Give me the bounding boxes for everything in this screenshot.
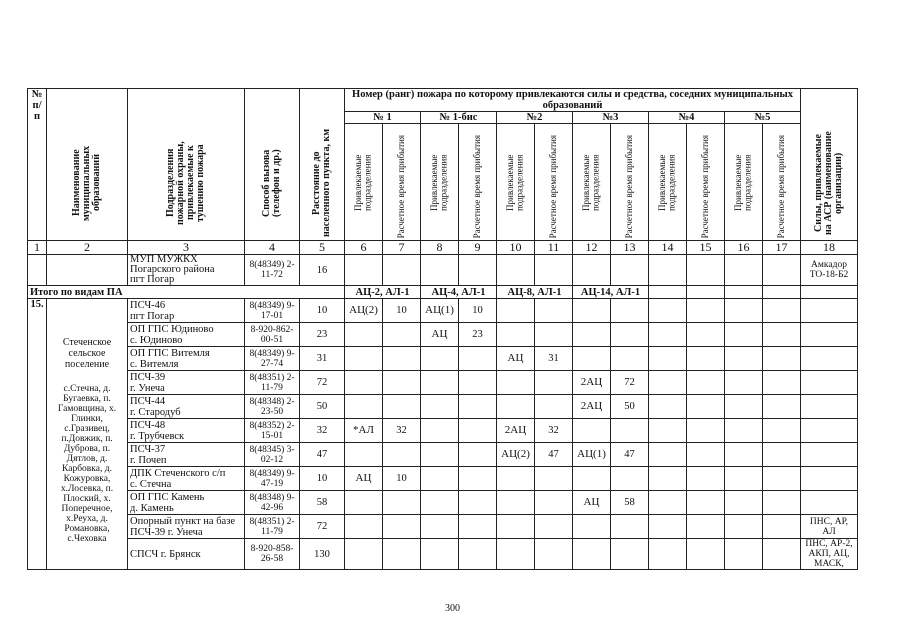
rank-time-cell: 32: [383, 419, 421, 443]
unit-asr: [801, 299, 858, 323]
rank-unit-cell: [497, 323, 535, 347]
total-rank-1bis: АЦ-4, АЛ-1: [421, 286, 497, 299]
rank-time-cell: [383, 371, 421, 395]
unit-asr: [801, 491, 858, 515]
rank-unit-cell: [573, 539, 611, 570]
rank-unit-cell: [345, 395, 383, 419]
rank-unit-cell: [573, 515, 611, 539]
empty-cell: [725, 491, 763, 515]
unit-title: ДПК Стеченского с/п: [130, 467, 226, 479]
header-num: № п/п: [28, 89, 47, 241]
subheader-units: Привлекаемые подразделения: [725, 124, 763, 241]
rank-unit-cell: [497, 539, 535, 570]
column-number: 4: [245, 241, 300, 255]
total-label: Итого по видам ПА: [28, 286, 345, 299]
empty-cell: [649, 419, 687, 443]
unit-asr: [801, 443, 858, 467]
header-asr: Силы, привлекаемые на АСР (наименование организации): [801, 89, 858, 241]
unit-name: [128, 371, 245, 395]
unit-name: [128, 539, 245, 570]
rank-unit-cell: [345, 491, 383, 515]
unit-phone: 8(48351) 2-11-79: [245, 371, 300, 395]
empty-cell: [725, 443, 763, 467]
empty-cell: [725, 347, 763, 371]
rank-unit-cell: [497, 395, 535, 419]
column-number: 6: [345, 241, 383, 255]
rank-time-cell: [611, 419, 649, 443]
rank-unit-cell: [421, 419, 459, 443]
rank-time-cell: [535, 491, 573, 515]
rank-time-cell: [383, 515, 421, 539]
unit-location: г. Стародуб: [130, 406, 181, 418]
subheader-time: Расчетное время прибытия: [763, 124, 801, 241]
empty-cell: [649, 515, 687, 539]
unit-location: с. Юдиново: [130, 334, 183, 346]
unit-asr: [801, 371, 858, 395]
unit-asr: [801, 323, 858, 347]
column-number: 17: [763, 241, 801, 255]
rank-unit-cell: [421, 371, 459, 395]
unit-name: [128, 443, 245, 467]
header-rank-2: №2: [497, 112, 573, 124]
column-number: 12: [573, 241, 611, 255]
total-rank-1: АЦ-2, АЛ-1: [345, 286, 421, 299]
rank-time-cell: 50: [611, 395, 649, 419]
unit-location: ПСЧ-39 г. Унеча: [130, 526, 203, 538]
rank-unit-cell: АЦ: [421, 323, 459, 347]
empty-cell: [649, 467, 687, 491]
rank-unit-cell: [421, 347, 459, 371]
empty-cell: [687, 467, 725, 491]
unit-phone: 8(48351) 2-11-79: [245, 515, 300, 539]
unit-distance: 72: [300, 515, 345, 539]
rank-time-cell: [459, 395, 497, 419]
subheader-time: Расчетное время прибытия: [535, 124, 573, 241]
empty-cell: [649, 323, 687, 347]
subheader-units: Привлекаемые подразделения: [421, 124, 459, 241]
column-number: 13: [611, 241, 649, 255]
rank-time-cell: 47: [535, 443, 573, 467]
top-asr: Амкадор ТО-18-Б2: [801, 255, 858, 286]
empty-cell: [725, 419, 763, 443]
rank-time-cell: [459, 539, 497, 570]
fire-forces-table: [27, 88, 858, 570]
rank-time-cell: 10: [383, 467, 421, 491]
subheader-time: Расчетное время прибытия: [687, 124, 725, 241]
rank-time-cell: [459, 515, 497, 539]
empty-cell: [687, 347, 725, 371]
column-number: 9: [459, 241, 497, 255]
header-rank-3: №3: [573, 112, 649, 124]
rank-time-cell: [611, 347, 649, 371]
column-number: 2: [47, 241, 128, 255]
rank-unit-cell: АЦ(1): [573, 443, 611, 467]
unit-phone: 8(48352) 2-15-01: [245, 419, 300, 443]
empty-cell: [649, 299, 687, 323]
unit-phone: 8(48345) 3-02-12: [245, 443, 300, 467]
rank-unit-cell: [345, 371, 383, 395]
rank-unit-cell: [421, 395, 459, 419]
empty-cell: [725, 299, 763, 323]
empty-cell: [763, 299, 801, 323]
section-number: 15.: [28, 299, 47, 570]
rank-unit-cell: [573, 419, 611, 443]
rank-time-cell: [611, 539, 649, 570]
rank-unit-cell: [345, 443, 383, 467]
rank-unit-cell: [421, 515, 459, 539]
header-rank-1bis: № 1-бис: [421, 112, 497, 124]
rank-time-cell: 10: [459, 299, 497, 323]
empty-cell: [687, 419, 725, 443]
column-number: 3: [128, 241, 245, 255]
empty-cell: [763, 347, 801, 371]
empty-cell: [649, 491, 687, 515]
empty-cell: [725, 539, 763, 570]
unit-title: ОП ГПС Камень: [130, 491, 205, 503]
empty-cell: [649, 347, 687, 371]
rank-time-cell: [611, 515, 649, 539]
rank-unit-cell: АЦ(2): [497, 443, 535, 467]
total-row: [28, 286, 858, 299]
column-number: 5: [300, 241, 345, 255]
empty-cell: [763, 371, 801, 395]
rank-time-cell: [535, 299, 573, 323]
table-row: [28, 443, 858, 467]
empty-cell: [649, 371, 687, 395]
header-distance: Расстояние до населенного пункта, км: [300, 89, 345, 241]
empty-cell: [649, 539, 687, 570]
empty-cell: [687, 299, 725, 323]
table-row: [28, 419, 858, 443]
header-call-method: Способ вызова (телефон и др.): [245, 89, 300, 241]
table-row: [28, 539, 858, 570]
empty-cell: [649, 395, 687, 419]
empty-cell: [687, 323, 725, 347]
rank-unit-cell: [573, 299, 611, 323]
rank-time-cell: [459, 443, 497, 467]
unit-asr: ПНС, АР, АЛ: [801, 515, 858, 539]
empty-cell: [725, 515, 763, 539]
unit-title: ОП ГПС Юдиново: [130, 323, 214, 335]
rank-time-cell: [383, 491, 421, 515]
subheader-units: Привлекаемые подразделения: [649, 124, 687, 241]
rank-unit-cell: [497, 371, 535, 395]
unit-location: г. Трубчевск: [130, 430, 185, 442]
subheader-units: Привлекаемые подразделения: [573, 124, 611, 241]
empty-cell: [763, 467, 801, 491]
table-row: [28, 515, 858, 539]
unit-asr: [801, 395, 858, 419]
rank-unit-cell: [497, 515, 535, 539]
unit-asr: [801, 347, 858, 371]
rank-time-cell: [459, 491, 497, 515]
rank-time-cell: [611, 323, 649, 347]
rank-time-cell: 47: [611, 443, 649, 467]
empty-cell: [687, 491, 725, 515]
unit-distance: 47: [300, 443, 345, 467]
empty-cell: [687, 395, 725, 419]
settlement-villages: с.Стечна, д. Бугаевка, п. Гамовщина, х. Глинки, с.Гразивец, п.Довжик, п. Дуброва, п. Дятлов, д. Карбовка, д. Кожуровка, х.Лосевка, п. Плоский, х. Поперечное, х.Реуха, д. Романовка, с.Чеховка: [57, 384, 117, 544]
rank-unit-cell: [497, 467, 535, 491]
unit-title: ПСЧ-48: [130, 419, 166, 431]
column-number: 11: [535, 241, 573, 255]
unit-distance: 130: [300, 539, 345, 570]
rank-unit-cell: [497, 299, 535, 323]
unit-phone: 8-920-862-00-51: [245, 323, 300, 347]
rank-time-cell: [383, 323, 421, 347]
unit-location: с. Стечна: [130, 478, 172, 490]
unit-phone: 8(48349) 9-17-01: [245, 299, 300, 323]
rank-time-cell: [535, 323, 573, 347]
unit-title: ОП ГПС Витемля: [130, 347, 210, 359]
empty-cell: [763, 443, 801, 467]
unit-name: [128, 467, 245, 491]
unit-location: с. Витемля: [130, 358, 179, 370]
empty-cell: [725, 395, 763, 419]
empty-cell: [763, 539, 801, 570]
table-row: [28, 395, 858, 419]
rank-unit-cell: [421, 467, 459, 491]
rank-unit-cell: *АЛ: [345, 419, 383, 443]
rank-unit-cell: 2АЦ: [573, 395, 611, 419]
unit-location: г. Унеча: [130, 382, 165, 394]
unit-location: г. Почеп: [130, 454, 167, 466]
rank-time-cell: [383, 443, 421, 467]
empty-cell: [763, 323, 801, 347]
rank-unit-cell: [573, 347, 611, 371]
rank-time-cell: [535, 467, 573, 491]
unit-phone: 8-920-858-26-58: [245, 539, 300, 570]
unit-name: [128, 299, 245, 323]
empty-cell: [763, 491, 801, 515]
unit-name: [128, 419, 245, 443]
unit-title: Опорный пункт на базе: [130, 515, 235, 527]
rank-unit-cell: [573, 323, 611, 347]
empty-cell: [725, 467, 763, 491]
empty-cell: [763, 515, 801, 539]
header-rank-5: №5: [725, 112, 801, 124]
unit-phone: 8(48348) 9-42-96: [245, 491, 300, 515]
rank-unit-cell: АЦ: [345, 467, 383, 491]
unit-asr: ПНС, АР-2, АКП, АЦ, МАСК,: [801, 539, 858, 570]
header-rank-1: № 1: [345, 112, 421, 124]
top-unit: МУП МУЖКХ Погарского района пгт Погар: [128, 255, 245, 286]
column-number: 18: [801, 241, 858, 255]
rank-unit-cell: АЦ: [497, 347, 535, 371]
unit-distance: 72: [300, 371, 345, 395]
empty-cell: [649, 443, 687, 467]
rank-time-cell: [459, 467, 497, 491]
empty-cell: [687, 539, 725, 570]
rank-unit-cell: 2АЦ: [573, 371, 611, 395]
unit-name: [128, 347, 245, 371]
header-rank-4: №4: [649, 112, 725, 124]
rank-unit-cell: АЦ: [573, 491, 611, 515]
unit-title: ПСЧ-44: [130, 395, 166, 407]
column-number: 16: [725, 241, 763, 255]
column-number: 14: [649, 241, 687, 255]
rank-time-cell: [535, 539, 573, 570]
subheader-time: Расчетное время прибытия: [459, 124, 497, 241]
rank-time-cell: [459, 371, 497, 395]
table-row: [28, 491, 858, 515]
table-row: [28, 371, 858, 395]
unit-location: пгт Погар: [130, 310, 175, 322]
unit-distance: 10: [300, 299, 345, 323]
unit-distance: 50: [300, 395, 345, 419]
total-rank-2: АЦ-8, АЛ-1: [497, 286, 573, 299]
rank-time-cell: 10: [383, 299, 421, 323]
table-row: [28, 299, 858, 323]
rank-time-cell: [459, 419, 497, 443]
header-ranks-title: Номер (ранг) пожара по которому привлекаются силы и средства, соседних муниципальных образований: [345, 89, 801, 112]
unit-title: ПСЧ-46: [130, 299, 166, 311]
rank-time-cell: [383, 395, 421, 419]
empty-cell: [687, 515, 725, 539]
column-number: 15: [687, 241, 725, 255]
empty-cell: [687, 371, 725, 395]
unit-distance: 31: [300, 347, 345, 371]
empty-cell: [725, 371, 763, 395]
unit-location: д. Камень: [130, 502, 174, 514]
column-number: 1: [28, 241, 47, 255]
rank-unit-cell: [345, 515, 383, 539]
top-distance: 16: [300, 255, 345, 286]
unit-name: [128, 323, 245, 347]
rank-time-cell: 31: [535, 347, 573, 371]
rank-unit-cell: [345, 539, 383, 570]
empty-cell: [725, 323, 763, 347]
rank-unit-cell: 2АЦ: [497, 419, 535, 443]
rank-time-cell: [535, 371, 573, 395]
rank-time-cell: [611, 467, 649, 491]
rank-unit-cell: [345, 323, 383, 347]
rank-time-cell: 23: [459, 323, 497, 347]
unit-title: СПСЧ г. Брянск: [130, 548, 201, 560]
table-row: [28, 467, 858, 491]
rank-time-cell: [459, 347, 497, 371]
unit-distance: 23: [300, 323, 345, 347]
column-numbers-row: [28, 241, 858, 255]
empty-cell: [763, 419, 801, 443]
rank-unit-cell: АЦ(2): [345, 299, 383, 323]
rank-time-cell: [383, 539, 421, 570]
rank-unit-cell: [573, 467, 611, 491]
rank-time-cell: 32: [535, 419, 573, 443]
rank-time-cell: 58: [611, 491, 649, 515]
unit-phone: 8(48349) 9-27-74: [245, 347, 300, 371]
header-units: Подразделения пожарной охраны, привлекаемые к тушению пожара: [128, 89, 245, 241]
rank-time-cell: [535, 395, 573, 419]
settlement-name: Стеченское сельское поселение: [62, 337, 112, 370]
rank-unit-cell: [345, 347, 383, 371]
unit-asr: [801, 419, 858, 443]
unit-asr: [801, 467, 858, 491]
rank-unit-cell: [421, 491, 459, 515]
table-row: [28, 347, 858, 371]
unit-distance: 10: [300, 467, 345, 491]
rank-time-cell: [611, 299, 649, 323]
column-number: 8: [421, 241, 459, 255]
unit-title: ПСЧ-39: [130, 371, 166, 383]
empty-cell: [763, 395, 801, 419]
rank-time-cell: 72: [611, 371, 649, 395]
table-row: [28, 323, 858, 347]
page-number: 300: [445, 603, 460, 614]
unit-name: [128, 491, 245, 515]
unit-distance: 32: [300, 419, 345, 443]
rank-time-cell: [383, 347, 421, 371]
column-number: 10: [497, 241, 535, 255]
total-rank-3: АЦ-14, АЛ-1: [573, 286, 649, 299]
top-phone: 8(48349) 2-11-72: [245, 255, 300, 286]
unit-title: ПСЧ-37: [130, 443, 166, 455]
rank-time-cell: [535, 515, 573, 539]
subheader-time: Расчетное время прибытия: [383, 124, 421, 241]
rank-unit-cell: [421, 443, 459, 467]
empty-cell: [687, 443, 725, 467]
settlement-cell: [47, 299, 128, 570]
unit-phone: 8(48349) 9-47-19: [245, 467, 300, 491]
header-municipality: Наименование муниципальных образований: [47, 89, 128, 241]
subheader-time: Расчетное время прибытия: [611, 124, 649, 241]
unit-name: [128, 395, 245, 419]
rank-unit-cell: АЦ(1): [421, 299, 459, 323]
unit-name: [128, 515, 245, 539]
subheader-units: Привлекаемые подразделения: [497, 124, 535, 241]
unit-distance: 58: [300, 491, 345, 515]
unit-phone: 8(48348) 2-23-50: [245, 395, 300, 419]
column-number: 7: [383, 241, 421, 255]
rank-unit-cell: [497, 491, 535, 515]
top-row: [28, 255, 858, 286]
rank-unit-cell: [421, 539, 459, 570]
subheader-units: Привлекаемые подразделения: [345, 124, 383, 241]
